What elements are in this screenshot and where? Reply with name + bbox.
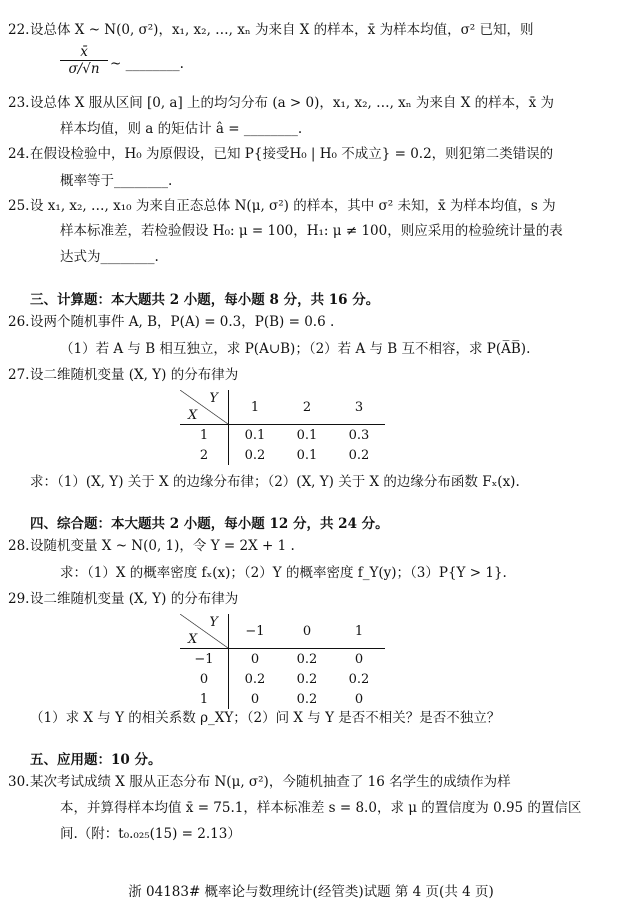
section-3-heading: 三、计算题：本大题共 2 小题，每小题 8 分，共 16 分。	[30, 292, 380, 308]
q27-number: 27.	[8, 367, 30, 383]
table29-col-label: Y	[209, 615, 218, 630]
page-footer: 浙 04183# 概率论与数理统计(经管类)试题 第 4 页(共 4 页)	[128, 884, 494, 900]
q30-line2: 本，并算得样本均值 x̄ = 75.1，样本标准差 s = 8.0，求 μ 的置信度为 0.95 的置信区	[60, 800, 582, 816]
table27-cell: 0.2	[244, 447, 266, 463]
q30-line3: 间.（附：t₀.₀₂₅(15) = 2.13）	[60, 826, 241, 842]
q25-line1: 设 x₁, x₂, …, x₁₀ 为来自正态总体 N(μ, σ²) 的样本，其中 σ² 未知，x̄ 为样本均值，s 为	[30, 198, 556, 214]
q25-number: 25.	[8, 198, 30, 214]
q24-line2: 概率等于________.	[60, 173, 173, 189]
q23-line1: 设总体 X 服从区间 [0, a] 上的均匀分布 (a > 0)，x₁, x₂, …, xₙ 为来自 X 的样本，x̄ 为	[30, 95, 555, 111]
q28-line2: 求：（1）X 的概率密度 fₓ(x)；（2）Y 的概率密度 f_Y(y)；（3）P{Y > 1}.	[60, 565, 507, 581]
table29-col-header: −1	[229, 614, 282, 649]
q27-line1: 设二维随机变量 (X, Y) 的分布律为	[30, 367, 239, 383]
table-row	[180, 649, 385, 670]
table29-row-label: X	[188, 632, 198, 647]
table29-cell: 0	[354, 651, 364, 667]
q22-text: 设总体 X ~ N(0, σ²)，x₁, x₂, …, xₙ 为来自 X 的样本，x̄ 为样本均值，σ² 已知，则	[30, 22, 534, 38]
table29-cell: 0	[354, 691, 364, 707]
table-row	[180, 445, 385, 465]
table29-row-header: −1	[180, 649, 229, 670]
table-row	[180, 689, 385, 709]
table27-col-header: 3	[333, 390, 385, 425]
table29-cell: 0.2	[296, 651, 318, 667]
table29-cell: 0.2	[296, 691, 318, 707]
table27-cell: 0.2	[348, 447, 370, 463]
table27-col-header: 1	[229, 390, 282, 425]
q22-number: 22.	[8, 22, 30, 38]
distribution-table-27	[180, 390, 385, 465]
table27-cell: 0.3	[348, 427, 370, 443]
q22-frac-denominator: σ/√n	[68, 61, 100, 77]
q26-line2: （1）若 A 与 B 相互独立，求 P(A∪B)；（2）若 A 与 B 互不相容，求 P(A̅B̅).	[60, 341, 531, 357]
table27-row-header: 1	[180, 425, 229, 446]
table29-col-header: 0	[281, 614, 333, 649]
q23-line2: 样本均值，则 a 的矩估计 â = ________.	[60, 121, 303, 137]
q28-line1: 设随机变量 X ~ N(0, 1)，令 Y = 2X + 1 .	[30, 538, 295, 554]
q25-line3: 达式为________.	[60, 249, 159, 265]
q29-line2: （1）求 X 与 Y 的相关系数 ρ_XY；（2）问 X 与 Y 是否不相关？是否不独立？	[30, 710, 501, 726]
table-row	[180, 425, 385, 446]
table29-col-header: 1	[333, 614, 385, 649]
q30-number: 30.	[8, 774, 30, 790]
q26-number: 26.	[8, 314, 30, 330]
table29-cell: 0.2	[348, 671, 370, 687]
table27-col-header: 2	[281, 390, 333, 425]
q28-number: 28.	[8, 538, 30, 554]
table29-row-header: 0	[180, 669, 229, 689]
table29-cell: 0.2	[296, 671, 318, 687]
table29-row-header: 1	[180, 689, 229, 709]
q24-number: 24.	[8, 146, 30, 162]
q30-line1: 某次考试成绩 X 服从正态分布 N(μ, σ²)，今随机抽查了 16 名学生的成绩作为样	[30, 774, 511, 790]
table27-cell: 0.1	[296, 427, 318, 443]
table29-cell: 0	[250, 651, 260, 667]
distribution-table-29	[180, 614, 385, 709]
q22-tail: ~ ________.	[110, 56, 184, 72]
table27-row-label: X	[188, 408, 198, 423]
table27-cell: 0.1	[244, 427, 266, 443]
section-4-heading: 四、综合题：本大题共 2 小题，每小题 12 分，共 24 分。	[30, 516, 389, 532]
q26-line1: 设两个随机事件 A, B，P(A) = 0.3，P(B) = 0.6 .	[30, 314, 335, 330]
table29-corner	[180, 614, 229, 649]
table27-cell: 0.1	[296, 447, 318, 463]
table27-corner	[180, 390, 229, 425]
q24-line1: 在假设检验中，H₀ 为原假设，已知 P{接受H₀ | H₀ 不成立} = 0.2，则犯第二类错误的	[30, 146, 554, 162]
q29-line1: 设二维随机变量 (X, Y) 的分布律为	[30, 591, 239, 607]
q29-number: 29.	[8, 591, 30, 607]
table27-col-label: Y	[209, 391, 218, 406]
q27-line2: 求：（1）(X, Y) 关于 X 的边缘分布律；（2）(X, Y) 关于 X 的边缘分布函数 Fₓ(x).	[30, 474, 520, 490]
table29-cell: 0	[250, 691, 260, 707]
q22-fraction	[60, 45, 108, 76]
table29-cell: 0.2	[244, 671, 266, 687]
q23-number: 23.	[8, 95, 30, 111]
table27-row-header: 2	[180, 445, 229, 465]
q22-frac-numerator: x̄	[80, 44, 88, 60]
q25-line2: 样本标准差，若检验假设 H₀: μ = 100，H₁: μ ≠ 100，则应采用的检验统计量的表	[60, 223, 563, 239]
section-5-heading: 五、应用题：10 分。	[30, 752, 162, 768]
table-row	[180, 669, 385, 689]
